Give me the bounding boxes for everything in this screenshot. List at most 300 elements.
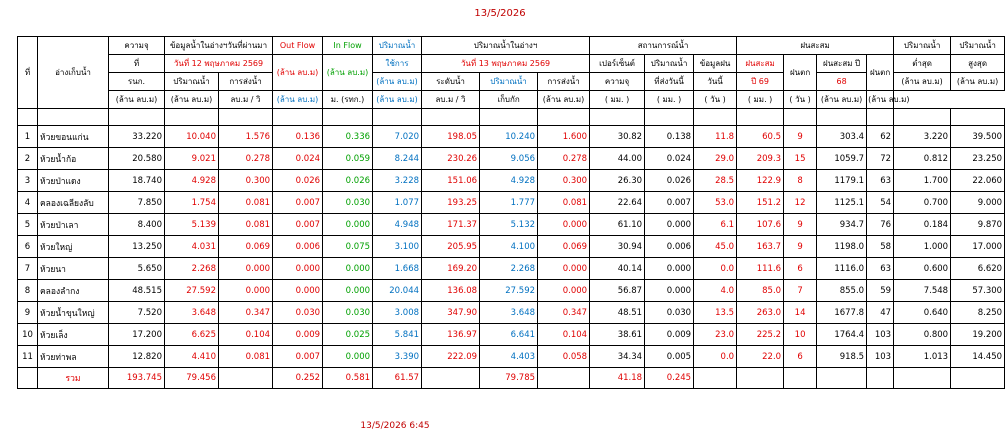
cell-cv: 4.928 [480, 170, 538, 192]
spacer-cell [737, 109, 784, 126]
reservoir-table [17, 36, 1005, 389]
cell-max: 22.060 [951, 170, 1005, 192]
cell-lvl: 169.20 [422, 258, 480, 280]
cell-r69: 22.0 [737, 346, 784, 368]
cell-out: 0.030 [273, 302, 323, 324]
cell-no: 7 [18, 258, 38, 280]
cell-max: 17.000 [951, 236, 1005, 258]
cell-max: 6.620 [951, 258, 1005, 280]
cell-r68: 1677.8 [817, 302, 867, 324]
table-row [18, 258, 1005, 280]
cell-d69: 9 [784, 126, 817, 148]
hdr-prev-volume-unit: (ล้าน ลบ.ม) [165, 91, 219, 109]
cell-use: 1.668 [373, 258, 422, 280]
cell-inf: 0.000 [323, 214, 373, 236]
spacer-cell [38, 109, 109, 126]
hdr-rain68-unit: ( มม. ) [737, 91, 784, 109]
cell-sent: 0.000 [645, 280, 694, 302]
cell-pv: 4.031 [165, 236, 219, 258]
cell-inf: 0.030 [323, 192, 373, 214]
hdr-cur-date: วันที่ 13 พฤษภาคม 2569 [422, 55, 590, 73]
hdr-rain69-1: ฝนสะสม [737, 55, 784, 73]
cell-d68: 63 [867, 170, 894, 192]
cell-no: 1 [18, 126, 38, 148]
cell-cr: 0.000 [538, 280, 590, 302]
cell-cr: 0.081 [538, 192, 590, 214]
cell-pr: 0.104 [219, 324, 273, 346]
cell-inf: 0.026 [323, 170, 373, 192]
table-row [18, 214, 1005, 236]
spacer-cell [373, 109, 422, 126]
cell-d68: 54 [867, 192, 894, 214]
cell-min: 0.700 [894, 192, 951, 214]
hdr-percent-1: เปอร์เซ็นต์ [590, 55, 645, 73]
cell-cap: 20.580 [109, 148, 165, 170]
cell-lvl: 230.26 [422, 148, 480, 170]
total-cap: 193.745 [109, 368, 165, 389]
cell-pv: 4.928 [165, 170, 219, 192]
spacer-cell [694, 109, 737, 126]
cell-lvl: 222.09 [422, 346, 480, 368]
hdr-percent-2: ความจุ [590, 73, 645, 91]
footer-timestamp: 13/5/2026 6:45 [360, 421, 430, 431]
cell-pr: 0.347 [219, 302, 273, 324]
cell-pct: 38.61 [590, 324, 645, 346]
cell-r69: 122.9 [737, 170, 784, 192]
hdr-cur-level: ระดับน้ำ [422, 73, 480, 91]
cell-name: ห้วยป่าเลา [38, 214, 109, 236]
cell-name: ห้วยเล็ง [38, 324, 109, 346]
cell-use: 20.044 [373, 280, 422, 302]
hdr-sent-2: ที่ส่งวันนี้ [645, 73, 694, 91]
cell-d68: 58 [867, 236, 894, 258]
hdr-cur-release-unit: ลบ.ม / วิ [422, 91, 480, 109]
cell-d69: 9 [784, 236, 817, 258]
cell-no: 4 [18, 192, 38, 214]
cell-r68: 1179.1 [817, 170, 867, 192]
cell-use: 7.020 [373, 126, 422, 148]
cell-use: 5.841 [373, 324, 422, 346]
cell-name: ห้วยขอนแก่น [38, 126, 109, 148]
cell-rt: 6.1 [694, 214, 737, 236]
cell-use: 4.948 [373, 214, 422, 236]
cell-no: 2 [18, 148, 38, 170]
cell-inf: 0.000 [323, 346, 373, 368]
hdr-cur-release: การส่งน้ำ [538, 73, 590, 91]
cell-min: 0.640 [894, 302, 951, 324]
cell-pr: 0.278 [219, 148, 273, 170]
table-row [18, 302, 1005, 324]
cell-cr: 0.104 [538, 324, 590, 346]
cell-no: 8 [18, 280, 38, 302]
cell-pv: 3.648 [165, 302, 219, 324]
cell-d69: 12 [784, 192, 817, 214]
cell-name: คลองลำกง [38, 280, 109, 302]
cell-no: 5 [18, 214, 38, 236]
hdr-prev-date: วันที่ 12 พฤษภาคม 2569 [165, 55, 273, 73]
cell-inf: 0.075 [323, 236, 373, 258]
cell-rt: 28.5 [694, 170, 737, 192]
cell-pr: 1.576 [219, 126, 273, 148]
cell-r69: 263.0 [737, 302, 784, 324]
cell-max: 14.450 [951, 346, 1005, 368]
cell-use: 1.077 [373, 192, 422, 214]
spacer-cell [109, 109, 165, 126]
cell-pct: 61.10 [590, 214, 645, 236]
spacer-cell [590, 109, 645, 126]
table-row [18, 346, 1005, 368]
cell-no: 9 [18, 302, 38, 324]
hdr-percent-3: เก็บกัก [480, 91, 538, 109]
cell-no: 6 [18, 236, 38, 258]
spacer-cell [894, 109, 951, 126]
cell-max: 19.200 [951, 324, 1005, 346]
hdr-rain-today-unit: ( มม. ) [590, 91, 645, 109]
cell-d68: 72 [867, 148, 894, 170]
cell-name: ห้วยนา [38, 258, 109, 280]
cell-name: คลองเฉลียงลับ [38, 192, 109, 214]
cell-lvl: 205.95 [422, 236, 480, 258]
cell-inf: 0.336 [323, 126, 373, 148]
cell-r68: 855.0 [817, 280, 867, 302]
cell-r68: 934.7 [817, 214, 867, 236]
cell-r69: 111.6 [737, 258, 784, 280]
hdr-rain-today-2: วันนี้ [694, 73, 737, 91]
total-label: รวม [38, 368, 109, 389]
cell-sent: 0.026 [645, 170, 694, 192]
table-row [18, 192, 1005, 214]
cell-cap: 18.740 [109, 170, 165, 192]
cell-r68: 1198.0 [817, 236, 867, 258]
spacer-cell [18, 109, 38, 126]
cell-sent: 0.005 [645, 346, 694, 368]
total-empty [737, 368, 784, 389]
spacer-cell [817, 109, 867, 126]
cell-use: 3.390 [373, 346, 422, 368]
cell-cv: 3.648 [480, 302, 538, 324]
cell-cv: 4.403 [480, 346, 538, 368]
cell-pct: 48.51 [590, 302, 645, 324]
cell-name: ห้วยใหญ่ [38, 236, 109, 258]
cell-pv: 9.021 [165, 148, 219, 170]
hdr-prev-group: ข้อมูลน้ำในอ่างฯวันที่ผ่านมา [165, 37, 273, 55]
hdr-rain69-2: ปี 69 [737, 73, 784, 91]
hdr-max-3: (ล้าน ลบ.ม) [951, 73, 1005, 91]
spacer-row [18, 109, 1005, 126]
total-empty [817, 368, 867, 389]
cell-inf: 0.000 [323, 280, 373, 302]
cell-pct: 56.87 [590, 280, 645, 302]
cell-pr: 0.069 [219, 236, 273, 258]
cell-min: 1.000 [894, 236, 951, 258]
total-empty [422, 368, 480, 389]
total-pv: 79.456 [165, 368, 219, 389]
cell-out: 0.006 [273, 236, 323, 258]
cell-sent: 0.000 [645, 214, 694, 236]
cell-pr: 0.300 [219, 170, 273, 192]
hdr-days69: ฝนตก [784, 55, 817, 91]
cell-r68: 1764.4 [817, 324, 867, 346]
cell-sent: 0.000 [645, 258, 694, 280]
cell-cr: 1.600 [538, 126, 590, 148]
cell-pr: 0.081 [219, 192, 273, 214]
report-date: 13/5/2026 [474, 8, 526, 19]
cell-cv: 2.268 [480, 258, 538, 280]
table-row [18, 148, 1005, 170]
cell-lvl: 198.05 [422, 126, 480, 148]
spacer-cell [951, 109, 1005, 126]
total-sent: 0.245 [645, 368, 694, 389]
cell-pct: 26.30 [590, 170, 645, 192]
total-empty [538, 368, 590, 389]
spacer-cell [165, 109, 219, 126]
hdr-prev-release-unit: ลบ.ม / วิ [219, 91, 273, 109]
cell-lvl: 171.37 [422, 214, 480, 236]
table-row [18, 170, 1005, 192]
cell-cr: 0.347 [538, 302, 590, 324]
cell-out: 0.136 [273, 126, 323, 148]
spacer-cell [645, 109, 694, 126]
cell-pv: 4.410 [165, 346, 219, 368]
cell-cv: 10.240 [480, 126, 538, 148]
cell-d69: 14 [784, 302, 817, 324]
hdr-cur-level-unit: ม. (รทก.) [323, 91, 373, 109]
total-inf: 0.581 [323, 368, 373, 389]
cell-r69: 107.6 [737, 214, 784, 236]
cell-d68: 103 [867, 346, 894, 368]
cell-lvl: 136.08 [422, 280, 480, 302]
cell-rt: 4.0 [694, 280, 737, 302]
hdr-usable-2: ใช้การ [373, 55, 422, 73]
hdr-sent-1: ปริมาณน้ำ [645, 55, 694, 73]
cell-min: 1.013 [894, 346, 951, 368]
cell-min: 7.548 [894, 280, 951, 302]
spacer-cell [323, 109, 373, 126]
cell-pct: 22.64 [590, 192, 645, 214]
hdr-max-unit-visible: (ล้าน ลบ.ม) [867, 91, 894, 109]
cell-out: 0.009 [273, 324, 323, 346]
total-empty [951, 368, 1005, 389]
cell-no: 10 [18, 324, 38, 346]
total-empty [894, 368, 951, 389]
cell-cr: 0.069 [538, 236, 590, 258]
hdr-rain-group: ฝนสะสม [737, 37, 894, 55]
cell-min: 3.220 [894, 126, 951, 148]
cell-pv: 5.139 [165, 214, 219, 236]
hdr-usable-1: ปริมาณน้ำ [373, 37, 422, 55]
cell-max: 9.870 [951, 214, 1005, 236]
hdr-capacity-3: รนก. [109, 73, 165, 91]
cell-out: 0.000 [273, 258, 323, 280]
total-pct: 41.18 [590, 368, 645, 389]
cell-d69: 15 [784, 148, 817, 170]
table-row [18, 126, 1005, 148]
cell-r68: 1059.7 [817, 148, 867, 170]
spacer-cell [219, 109, 273, 126]
cell-no: 3 [18, 170, 38, 192]
cell-d68: 76 [867, 214, 894, 236]
cell-rt: 29.0 [694, 148, 737, 170]
cell-rt: 13.5 [694, 302, 737, 324]
cell-sent: 0.024 [645, 148, 694, 170]
hdr-days69-unit: ( วัน ) [694, 91, 737, 109]
cell-cap: 8.400 [109, 214, 165, 236]
hdr-reservoir: อ่างเก็บน้ำ [38, 37, 109, 109]
cell-d68: 63 [867, 258, 894, 280]
table-row [18, 236, 1005, 258]
cell-d69: 8 [784, 170, 817, 192]
cell-name: ห้วยท่าพล [38, 346, 109, 368]
cell-pr: 0.000 [219, 280, 273, 302]
cell-out: 0.024 [273, 148, 323, 170]
cell-lvl: 136.97 [422, 324, 480, 346]
cell-max: 39.500 [951, 126, 1005, 148]
cell-d69: 9 [784, 214, 817, 236]
hdr-max-2: สูงสุด [951, 55, 1005, 73]
hdr-prev-volume: ปริมาณน้ำ [165, 73, 219, 91]
cell-min: 0.812 [894, 148, 951, 170]
spacer-cell [784, 109, 817, 126]
cell-sent: 0.006 [645, 236, 694, 258]
cell-sent: 0.030 [645, 302, 694, 324]
cell-pv: 2.268 [165, 258, 219, 280]
cell-max: 8.250 [951, 302, 1005, 324]
hdr-min-2: ต่ำสุด [894, 55, 951, 73]
cell-lvl: 193.25 [422, 192, 480, 214]
hdr-max-1: ปริมาณน้ำ [951, 37, 1005, 55]
cell-sent: 0.138 [645, 126, 694, 148]
cell-inf: 0.025 [323, 324, 373, 346]
cell-r68: 918.5 [817, 346, 867, 368]
hdr-prev-release: การส่งน้ำ [219, 73, 273, 91]
cell-cap: 5.650 [109, 258, 165, 280]
cell-pct: 30.82 [590, 126, 645, 148]
cell-min: 0.184 [894, 214, 951, 236]
cell-out: 0.007 [273, 346, 323, 368]
cell-cr: 0.000 [538, 258, 590, 280]
cell-min: 0.800 [894, 324, 951, 346]
cell-r69: 163.7 [737, 236, 784, 258]
hdr-cur-group: ปริมาณน้ำในอ่างฯ [422, 37, 590, 55]
cell-out: 0.000 [273, 280, 323, 302]
cell-cv: 4.100 [480, 236, 538, 258]
cell-name: ห้วยน้ำขุนใหญ่ [38, 302, 109, 324]
cell-cv: 27.592 [480, 280, 538, 302]
cell-name: ห้วยน้ำก้อ [38, 148, 109, 170]
hdr-min-3: (ล้าน ลบ.ม) [894, 73, 951, 91]
cell-cap: 13.250 [109, 236, 165, 258]
hdr-capacity-unit: (ล้าน ลบ.ม) [109, 91, 165, 109]
cell-cap: 33.220 [109, 126, 165, 148]
cell-pv: 27.592 [165, 280, 219, 302]
cell-cap: 7.850 [109, 192, 165, 214]
cell-rt: 0.0 [694, 346, 737, 368]
cell-no: 11 [18, 346, 38, 368]
cell-lvl: 151.06 [422, 170, 480, 192]
cell-min: 1.700 [894, 170, 951, 192]
hdr-min-unit-visible: (ล้าน ลบ.ม) [817, 91, 867, 109]
total-row [18, 368, 1005, 389]
cell-rt: 23.0 [694, 324, 737, 346]
cell-lvl: 347.90 [422, 302, 480, 324]
spacer-cell [480, 109, 538, 126]
cell-cr: 0.000 [538, 214, 590, 236]
cell-sent: 0.009 [645, 324, 694, 346]
cell-r68: 1116.0 [817, 258, 867, 280]
total-empty [18, 368, 38, 389]
cell-use: 3.008 [373, 302, 422, 324]
cell-pv: 1.754 [165, 192, 219, 214]
cell-d69: 6 [784, 346, 817, 368]
hdr-capacity-2: ที่ [109, 55, 165, 73]
cell-sent: 0.007 [645, 192, 694, 214]
hdr-status-group: สถานการณ์น้ำ [590, 37, 737, 55]
cell-d68: 62 [867, 126, 894, 148]
total-cv: 79.785 [480, 368, 538, 389]
hdr-usable-3: (ล้าน ลบ.ม) [373, 73, 422, 91]
cell-out: 0.007 [273, 214, 323, 236]
hdr-outflow: Out Flow [273, 37, 323, 55]
cell-pct: 34.34 [590, 346, 645, 368]
cell-inf: 0.030 [323, 302, 373, 324]
cell-pct: 30.94 [590, 236, 645, 258]
cell-cv: 9.056 [480, 148, 538, 170]
cell-d68: 59 [867, 280, 894, 302]
cell-cv: 6.641 [480, 324, 538, 346]
spacer-cell [273, 109, 323, 126]
hdr-min-1: ปริมาณน้ำ [894, 37, 951, 55]
cell-d69: 10 [784, 324, 817, 346]
cell-pr: 0.000 [219, 258, 273, 280]
cell-pv: 6.625 [165, 324, 219, 346]
cell-r68: 303.4 [817, 126, 867, 148]
total-empty [694, 368, 737, 389]
total-out: 0.252 [273, 368, 323, 389]
spacer-cell [422, 109, 480, 126]
total-use: 61.57 [373, 368, 422, 389]
cell-use: 8.244 [373, 148, 422, 170]
cell-d68: 103 [867, 324, 894, 346]
cell-max: 23.250 [951, 148, 1005, 170]
hdr-capacity-1: ความจุ [109, 37, 165, 55]
hdr-sent-unit: (ล้าน ลบ.ม) [538, 91, 590, 109]
cell-r68: 1125.1 [817, 192, 867, 214]
cell-rt: 45.0 [694, 236, 737, 258]
cell-r69: 60.5 [737, 126, 784, 148]
hdr-rain68-2: 68 [817, 73, 867, 91]
cell-r69: 151.2 [737, 192, 784, 214]
spacer-cell [538, 109, 590, 126]
hdr-no: ที่ [18, 37, 38, 109]
cell-r69: 209.3 [737, 148, 784, 170]
cell-cap: 12.820 [109, 346, 165, 368]
cell-use: 3.228 [373, 170, 422, 192]
cell-rt: 0.0 [694, 258, 737, 280]
cell-r69: 225.2 [737, 324, 784, 346]
cell-cr: 0.058 [538, 346, 590, 368]
hdr-rain-today-1: ข้อมูลฝน [694, 55, 737, 73]
cell-cv: 5.132 [480, 214, 538, 236]
cell-inf: 0.059 [323, 148, 373, 170]
cell-rt: 53.0 [694, 192, 737, 214]
cell-pr: 0.081 [219, 214, 273, 236]
hdr-cur-volume-unit: (ล้าน ลบ.ม) [373, 91, 422, 109]
cell-cap: 17.200 [109, 324, 165, 346]
total-empty [784, 368, 817, 389]
cell-out: 0.007 [273, 192, 323, 214]
hdr-inflow-unit: (ล้าน ลบ.ม) [323, 55, 373, 91]
cell-cv: 1.777 [480, 192, 538, 214]
